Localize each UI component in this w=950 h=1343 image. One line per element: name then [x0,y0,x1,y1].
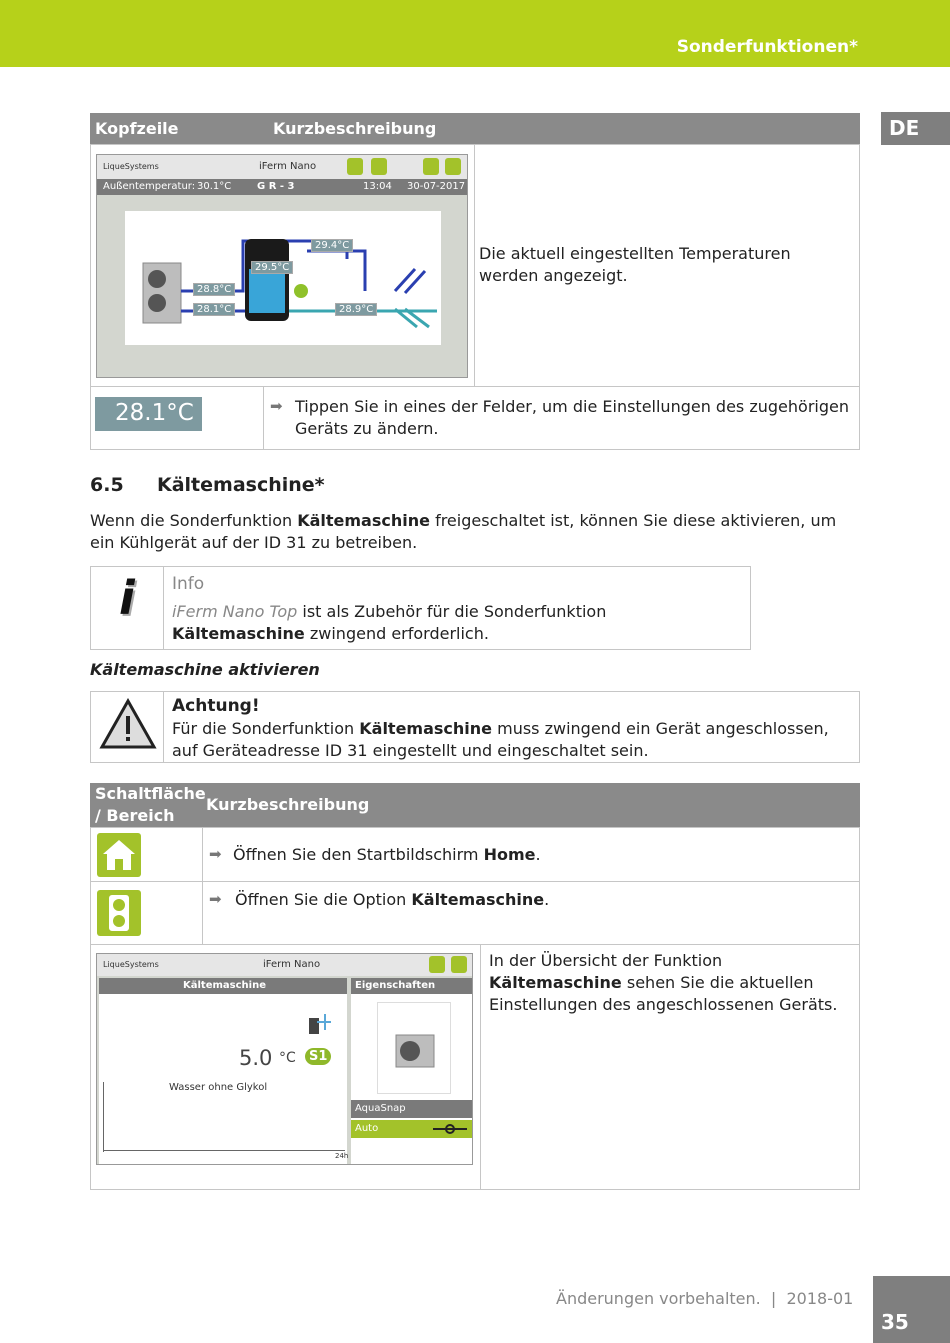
screen-device-name: iFerm Nano [259,161,317,172]
table2-col2: Kurzbeschreibung [206,795,370,814]
language-tab: DE [881,112,950,145]
sensor-temp: 29.5°C [251,261,293,274]
chiller-snow-icon [307,1012,331,1036]
screen-topbar [97,155,468,179]
chiller-screenshot [96,953,473,1165]
section-heading [90,474,325,496]
chiller-main-panel [99,978,347,1164]
table1-row1-text: Die aktuell eingestellten Temperaturen werden angezeigt. [479,244,791,285]
chiller-temp-value: 5.0 [239,1046,273,1070]
power-icon [429,956,445,973]
warning-title: Achtung! [172,696,260,716]
hydraulic-diagram [125,211,441,345]
info-icon: i [119,571,135,625]
stage-badge: S1 [305,1048,331,1065]
sensor-temp: 28.8°C [193,283,235,296]
screen-statusbar [97,179,468,195]
arrow-icon: ➡ [209,845,222,863]
info-divider [163,567,164,649]
activate-heading: Kältemaschine aktivieren [90,660,320,679]
outdoor-unit-icon [378,1003,450,1093]
warning-divider [163,692,164,762]
chiller-panel-header [99,978,347,994]
table2-row3-text-cell [480,944,860,1190]
chiller-panel-title: Kältemaschine [183,980,266,991]
home-button[interactable] [97,833,141,877]
info-title: Info [172,574,205,594]
home-icon [451,956,467,973]
warning-text: Für die Sonderfunktion Kältemaschine muss zwingend ein Gerät angeschlossen, auf Geräteadresse ID 31 eingestellt und eingeschaltet sein. [172,719,829,760]
page-number-box [873,1276,950,1343]
outside-temp-value: 30.1°C [197,181,232,192]
chart-y-axis [103,1082,104,1152]
option-aquasnap[interactable]: AquaSnap [351,1100,472,1118]
table2-col1: Schaltfläche / Bereich [95,784,206,825]
temperature-field-value: 28.1°C [115,400,194,426]
page-number: 35 [881,1310,909,1334]
screen-icon-1 [347,158,363,175]
arrow-icon: ➡ [270,397,283,415]
mode-label: G R - 3 [257,181,295,192]
outside-temp-label: Außentemperatur: [103,181,196,192]
table2-row1-text-cell [202,827,860,882]
warning-box [90,691,860,763]
chiller-device-image [377,1002,451,1094]
buffer-tank-water [249,269,285,313]
section-header-title: Sonderfunktionen* [676,37,858,57]
table2-row1-icon-cell [90,827,203,882]
chart-axis-label: 24h [335,1152,349,1160]
home-icon [97,833,141,877]
chiller-temp-unit: °C [279,1050,296,1066]
screen-device-name: iFerm Nano [263,959,321,970]
screen-logo: LiqueSystems [103,960,159,969]
sensor-temp: 28.9°C [335,303,377,316]
warning-icon [99,698,157,750]
info-text: iFerm Nano Top ist als Zubehör für die Sonderfunktion Kältemaschine zwingend erforderlich. [172,602,607,643]
table2-row2-text: Öffnen Sie die Option Kältemaschine. [235,890,550,909]
table1-row2-text-cell [263,386,860,450]
screen-logo: LiqueSystems [103,162,159,171]
section-number: 6.5 [90,474,124,496]
footer-note: Änderungen vorbehalten. | 2018-01 [556,1289,854,1308]
time-label: 13:04 [363,181,392,192]
pipe-diagram-svg [125,211,441,345]
table2-row2-icon-cell [90,881,203,945]
table1-header [90,113,860,144]
section-intro: Wenn die Sonderfunktion Kältemaschine freigeschaltet ist, können Sie diese aktivieren, um ein Kühlgerät auf der ID 31 zu betreiben. [90,511,837,552]
sensor-temp: 28.1°C [193,303,235,316]
table1-row2-text: Tippen Sie in eines der Felder, um die Einstellungen des zugehörigen Geräts zu ändern. [295,397,849,438]
table2-row2-text-cell [202,881,860,945]
temperature-field[interactable] [95,397,202,431]
table1-row2-image-cell [90,386,264,450]
valve-icon [433,1123,467,1135]
screen-topbar [97,954,473,976]
pump-icon [294,284,308,298]
chiller-icon [97,890,141,936]
home-icon [445,158,461,175]
top-bar [0,0,950,67]
table1-row1-text-cell [474,144,860,387]
fan-icon [148,294,166,312]
table1-col2: Kurzbeschreibung [273,119,437,138]
screen-icon-2 [371,158,387,175]
table2-row1-text: Öffnen Sie den Startbildschirm Home. [233,845,541,864]
table1-col1: Kopfzeile [95,119,179,138]
properties-panel [351,978,472,1164]
radiator-line [395,269,415,291]
radiator-line [405,271,425,293]
header-screenshot [96,154,468,378]
chiller-button[interactable] [97,890,141,936]
date-label: 30-07-2017 [407,181,466,192]
properties-title: Eigenschaften [355,980,436,991]
sensor-temp: 29.4°C [311,239,353,252]
properties-header [351,978,472,994]
chart-x-axis [103,1150,345,1151]
option-auto[interactable]: Auto [351,1120,472,1138]
section-title: Kältemaschine* [157,474,325,496]
distribution-pipe [307,251,365,291]
fan-icon [148,270,166,288]
info-box [90,566,751,650]
table2-row3-text: In der Übersicht der Funktion Kältemaschine sehen Sie die aktuellen Einstellungen des angeschlossenen Geräts. [489,951,838,1014]
power-icon [423,158,439,175]
fluid-label: Wasser ohne Glykol [169,1082,268,1093]
table2-header [90,783,860,827]
arrow-icon: ➡ [209,890,222,908]
